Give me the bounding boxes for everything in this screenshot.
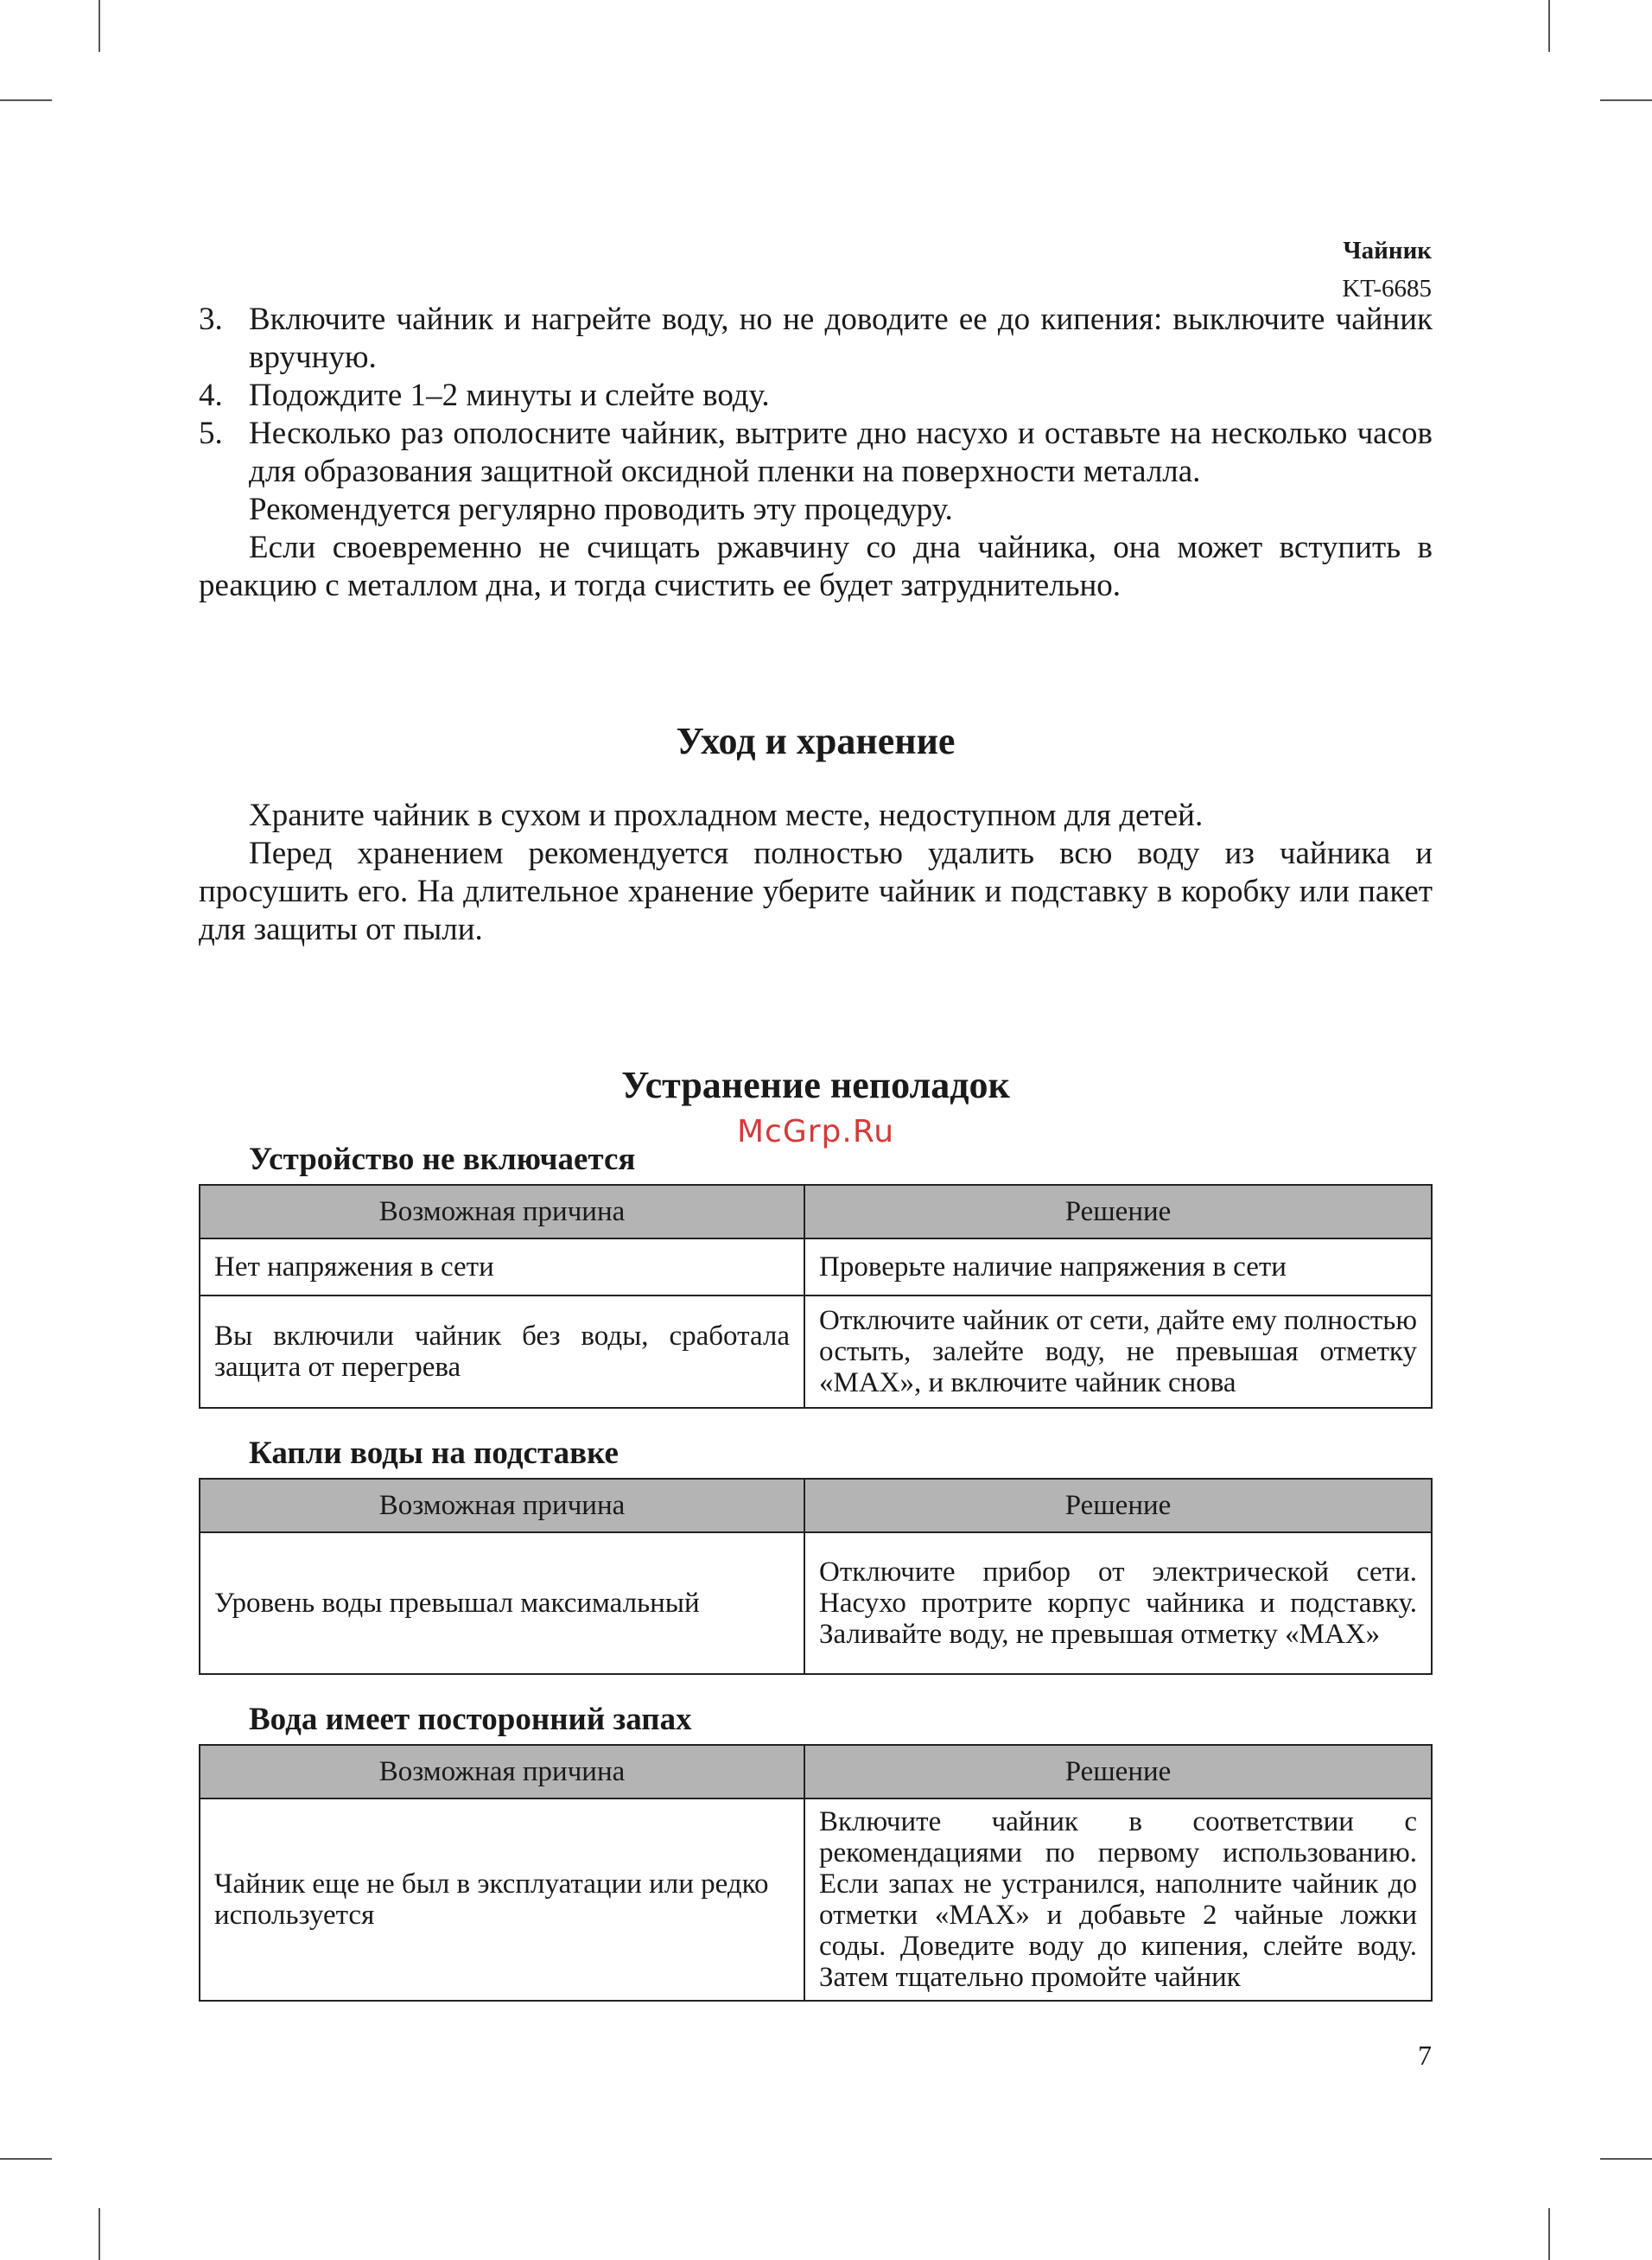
care-title: Уход и хранение	[676, 720, 956, 762]
cause-cell: Уровень воды превышал максимальный	[200, 1532, 804, 1674]
table-row	[200, 1296, 1432, 1408]
section-title: Капли воды на подставке	[249, 1436, 619, 1471]
table-row	[200, 1798, 1432, 2001]
crop-mark	[1600, 2158, 1652, 2160]
solution-cell: Отключите чайник от сети, дайте ему полностью остыть, залейте воду, не превышая отметку «MAX», и включите чайник снова	[804, 1296, 1432, 1408]
table-row	[200, 1238, 1432, 1296]
solution-cell: Включите чайник в соответствии с рекомендациями по первому использованию. Если запах не устранился, наполните чайник до отметки «MAX» и добавьте 2 чайные ложки соды. Доведите воду до кипения, слейте воду. Затем тщательно промойте чайник	[804, 1798, 1432, 2001]
recommend-text: Рекомендуется регулярно проводить эту процедуру.	[249, 492, 953, 527]
cause-cell: Нет напряжения в сети	[200, 1238, 804, 1296]
list-item: 4. Подождите 1–2 минуты и слейте воду.	[199, 378, 770, 413]
column-header-cause: Возможная причина	[200, 1479, 804, 1532]
column-header-cause: Возможная причина	[200, 1745, 804, 1798]
solution-cell: Проверьте наличие напряжения в сети	[804, 1238, 1432, 1296]
steps-list	[199, 301, 1433, 491]
crop-mark	[98, 0, 100, 52]
troubleshooting-table	[199, 1184, 1433, 1409]
crop-mark	[0, 99, 52, 101]
column-header-solution: Решение	[804, 1479, 1432, 1532]
solution-cell: Отключите прибор от электрической сети. Насухо протрите корпус чайника и подставку. Заливайте воду, не превышая отметку «MAX»	[804, 1532, 1432, 1674]
watermark: McGrp.Ru	[736, 1114, 895, 1149]
list-item: 5. Несколько раз ополосните чайник, вытрите дно насухо и оставьте на несколько часов для образования защитной оксидной пленки на поверхности металла.	[199, 416, 1433, 489]
page-number: 7	[1418, 2040, 1432, 2071]
page-header	[1342, 232, 1432, 308]
care-paragraph-2: Перед хранением рекомендуется полностью удалить всю воду из чайника и просушить его. На длительное хранение уберите чайник и подставку в коробку или пакет для защиты от пыли.	[199, 836, 1433, 947]
crop-mark	[1600, 99, 1652, 101]
column-header-solution: Решение	[804, 1745, 1432, 1798]
header-model: KT-6685	[1342, 275, 1432, 302]
header-title: Чайник	[1343, 237, 1432, 264]
section-title: Устройство не включается	[249, 1142, 636, 1177]
crop-mark	[1548, 2208, 1550, 2260]
crop-mark	[98, 2208, 100, 2260]
column-header-cause: Возможная причина	[200, 1185, 804, 1238]
cause-cell: Вы включили чайник без воды, сработала защита от перегрева	[200, 1296, 804, 1408]
table-row	[200, 1532, 1432, 1674]
troubleshooting-table	[199, 1744, 1433, 2002]
column-header-solution: Решение	[804, 1185, 1432, 1238]
crop-mark	[0, 2158, 52, 2160]
troubleshooting-title: Устранение неполадок	[621, 1064, 1010, 1106]
page-content	[199, 301, 1433, 2002]
section-title: Вода имеет посторонний запах	[249, 1702, 692, 1737]
list-item: 3. Включите чайник и нагрейте воду, но не доводите ее до кипения: выключите чайник вручную.	[199, 302, 1433, 375]
crop-mark	[1548, 0, 1550, 52]
troubleshooting-table	[199, 1478, 1433, 1675]
care-paragraph-1: Храните чайник в сухом и прохладном месте, недоступном для детей.	[249, 798, 1204, 833]
rust-note: Если своевременно не счищать ржавчину со дна чайника, она может вступить в реакцию с металлом дна, и тогда счистить ее будет затруднительно.	[199, 530, 1433, 603]
cause-cell: Чайник еще не был в эксплуатации или редко используется	[200, 1798, 804, 2001]
